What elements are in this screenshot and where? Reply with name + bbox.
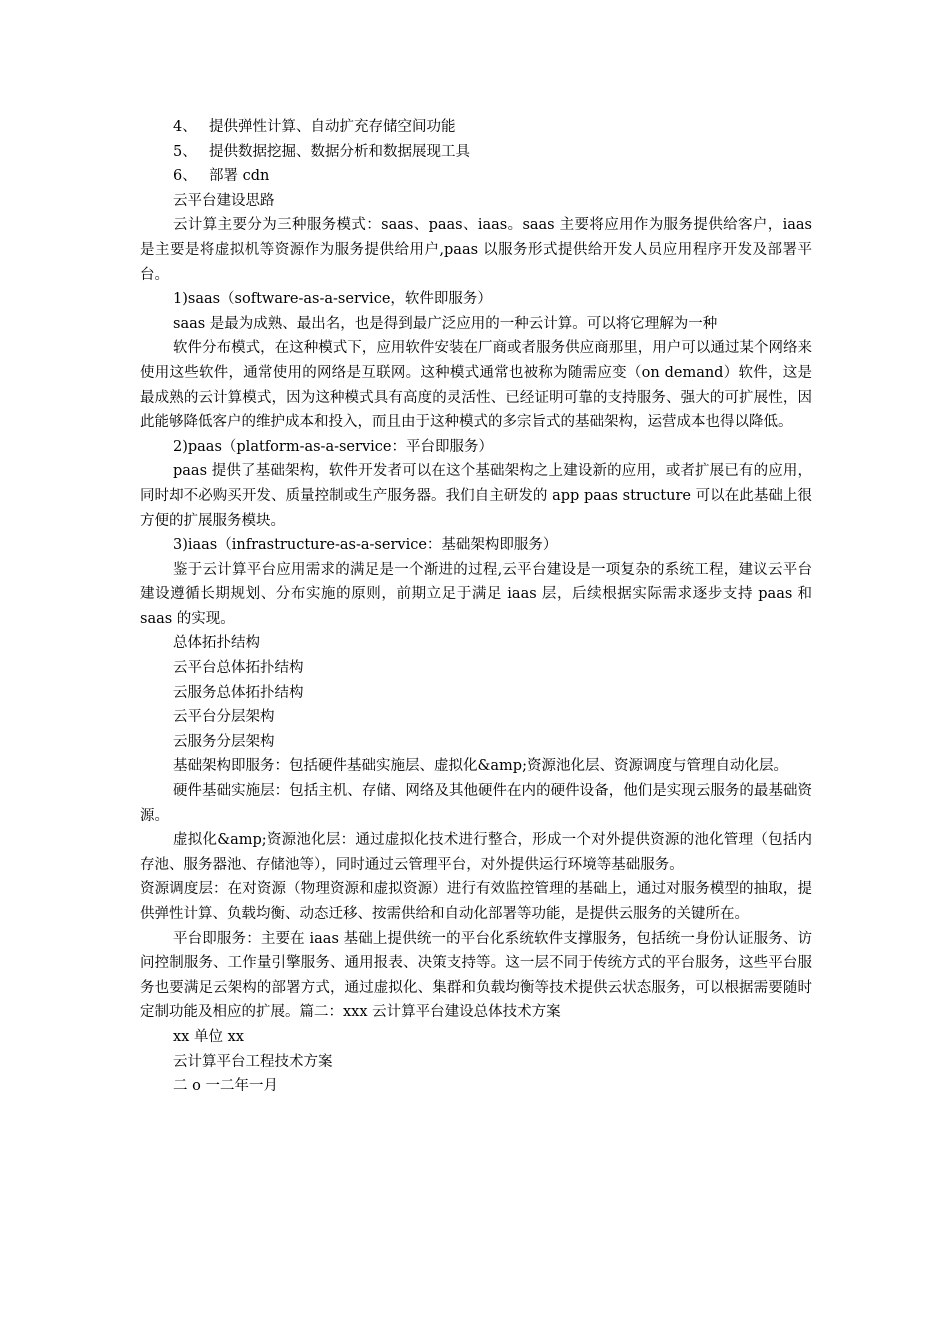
paragraph-virtualization: 虚拟化&amp;资源池化层：通过虚拟化技术进行整合，形成一个对外提供资源的池化管理（包括内存池、服务器池、存储池等），同时通过云管理平台，对外提供运行环境等基础服务。 [140,832,812,873]
heading-saas: 1)saas（software-as-a-service，软件即服务） [173,291,492,308]
title-line: 云计算平台工程技术方案 [173,1053,333,1070]
paragraph-paas: paas 提供了基础架构，软件开发者可以在这个基础架构之上建设新的应用，或者扩展已有的应用，同时却不必购买开发、质量控制或生产服务器。我们自主研发的 app paas structure 可以在此基础上很方便的扩展服务模块。 [140,463,812,529]
list-item-5 [140,140,812,165]
heading-cloud-service-topology: 云服务总体拓扑结构 [173,684,304,701]
list-number: 4、 [173,119,197,135]
list-item-4 [140,115,812,140]
list-text: 提供弹性计算、自动扩充存储空间功能 [209,119,456,135]
paragraph-intro: 云计算主要分为三种服务模式：saas、paas、iaas。saas 主要将应用作为服务提供给客户，iaas 是主要是将虚拟机等资源作为服务提供给用户,paas 以服务形式提供给开发人员应用程序开发及部署平台。 [140,217,812,283]
paragraph-iaas: 鉴于云计算平台应用需求的满足是一个渐进的过程,云平台建设是一项复杂的系统工程，建议云平台建设遵循长期规划、分布实施的原则，前期立足于满足 iaas 层，后续根据实际需求逐步支持 paas 和 saas 的实现。 [140,561,812,627]
list-number: 5、 [173,143,197,160]
unit-line: xx 单位 xx [173,1028,244,1045]
date-line: 二 o 一二年一月 [173,1078,278,1095]
list-text: 提供数据挖掘、数据分析和数据展现工具 [209,143,470,160]
heading-iaas: 3)iaas（infrastructure-as-a-service：基础架构即服务） [173,537,558,554]
heading-cloud-platform-layers: 云平台分层架构 [173,709,275,726]
list-item-6 [140,164,812,189]
paragraph-saas: 软件分布模式，在这种模式下，应用软件安装在厂商或者服务供应商那里，用户可以通过某个网络来使用这些软件，通常使用的网络是互联网。这种模式通常也被称为随需应变（on demand）软件，这是最成熟的云计算模式，因为这种模式具有高度的灵活性、已经证明可靠的支持服务、强大的可扩展性，因此能够降低客户的维护成本和投入，而且由于这种模式的多宗旨式的基础架构，运营成本也得以降低。 [140,340,812,431]
heading-paas: 2)paas（platform-as-a-service：平台即服务） [173,438,493,455]
paragraph-infrastructure: 基础架构即服务：包括硬件基础实施层、虚拟化&amp;资源池化层、资源调度与管理自动化层。 [173,758,788,775]
heading-strategy: 云平台建设思路 [173,192,275,209]
paragraph-saas-line1: saas 是最为成熟、最出名，也是得到最广泛应用的一种云计算。可以将它理解为一种 [173,315,718,332]
list-number: 6、 [173,168,197,185]
paragraph-platform: 平台即服务：主要在 iaas 基础上提供统一的平台化系统软件支撑服务，包括统一身份认证服务、访问控制服务、工作量引擎服务、通用报表、决策支持等。这一层不同于传统方式的平台服务，这些平台服务也要满足云架构的部署方式，通过虚拟化、集群和负载均衡等技术提供云状态服务，可以根据需要随时定制功能及相应的扩展。篇二：xxx 云计算平台建设总体技术方案 [140,930,812,1021]
heading-cloud-service-layers: 云服务分层架构 [173,733,275,750]
heading-topology: 总体拓扑结构 [173,635,260,652]
document-page [140,115,812,1099]
paragraph-scheduling: 资源调度层：在对资源（物理资源和虚拟资源）进行有效监控管理的基础上，通过对服务模型的抽取，提供弹性计算、负载均衡、动态迁移、按需供给和自动化部署等功能，是提供云服务的关键所在。 [140,881,812,922]
heading-cloud-platform-topology: 云平台总体拓扑结构 [173,660,304,677]
list-text: 部署 cdn [209,168,270,185]
paragraph-hardware: 硬件基础实施层：包括主机、存储、网络及其他硬件在内的硬件设备，他们是实现云服务的最基础资源。 [140,783,812,824]
